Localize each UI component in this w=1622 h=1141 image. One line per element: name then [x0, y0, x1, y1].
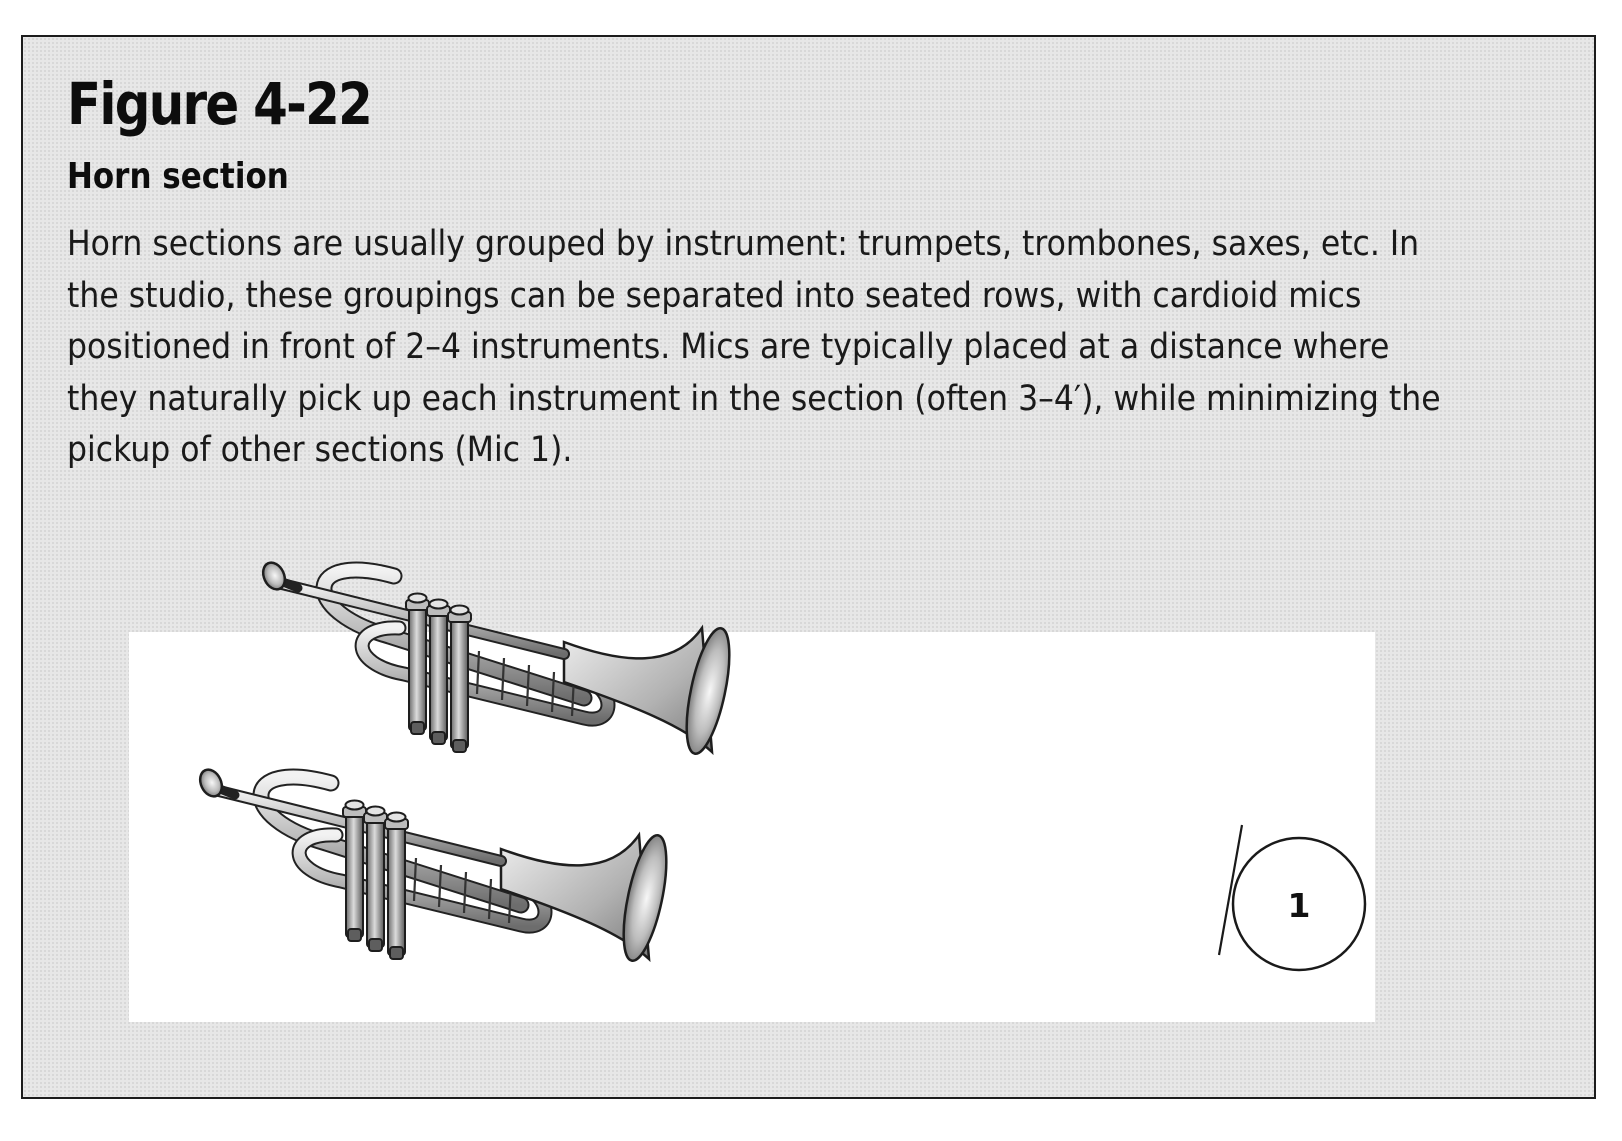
cardioid-mic-icon	[1219, 825, 1365, 970]
figure-title: Horn section	[67, 156, 289, 197]
trumpet-icon	[259, 559, 738, 757]
trumpet-icon	[196, 766, 675, 964]
figure-caption: Horn sections are usually grouped by instrument: trumpets, trombones, saxes, etc. In the studio, these groupings can be separated into seated rows, with cardioid mics positioned in front of 2–4 instruments. Mics are typically placed at a distance where they naturally pick up each instrument in the section (often 3–4′), while minimizing the pickup of other sections (Mic 1).	[67, 224, 1441, 470]
figure-number: Figure 4-22	[67, 70, 372, 138]
mic-label: 1	[1287, 886, 1311, 925]
